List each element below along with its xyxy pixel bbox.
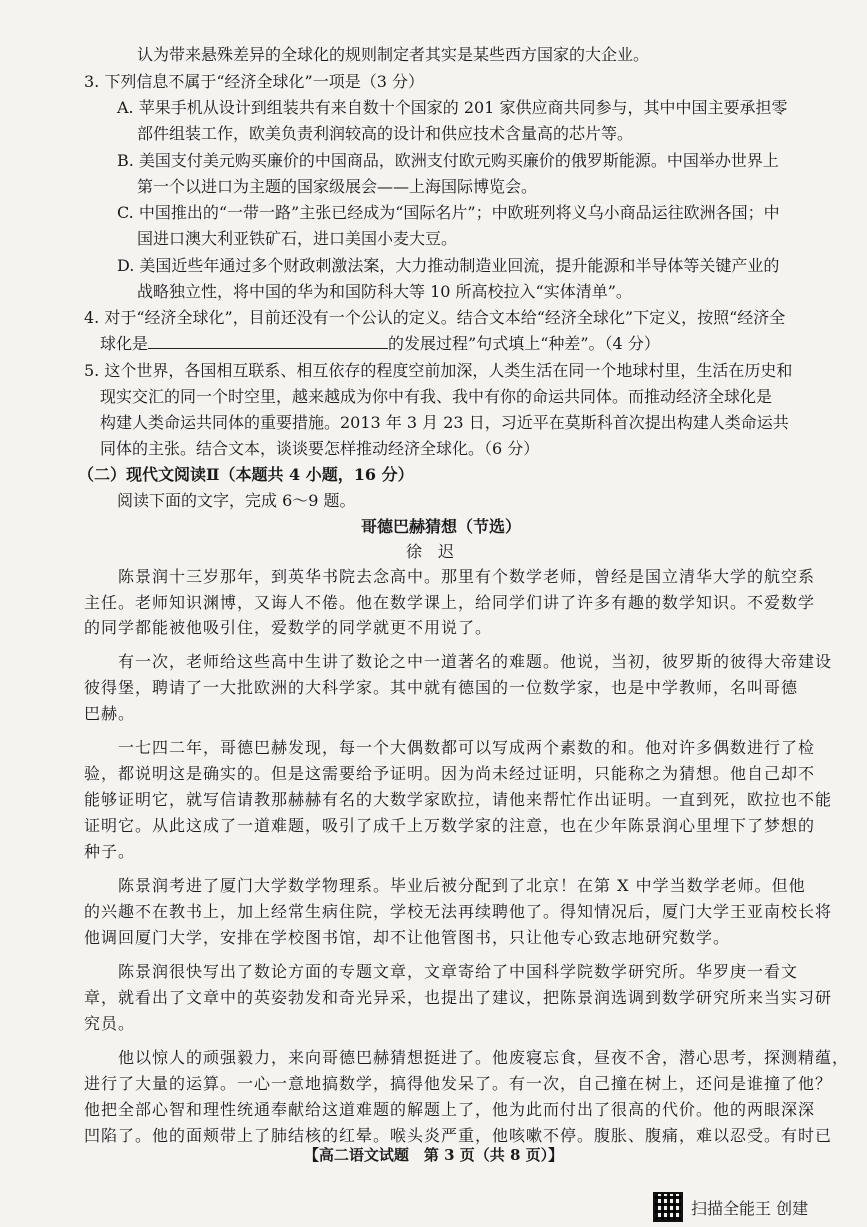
text-line: 的兴趣不在教书上，加上经常生病住院，学校无法再续聘他了。得知情况后，厦门大学王亚南校长将 bbox=[84, 902, 833, 921]
text-line: 有一次，老师给这些高中生讲了数论之中一道著名的难题。他说，当初，彼罗斯的彼得大帝建设 bbox=[118, 652, 833, 671]
text-line: 构建人类命运共同体的重要措施。2013 年 3 月 23 日，习近平在莫斯科首次提出构建人类命运共 bbox=[100, 413, 789, 432]
text-line: 一七四二年，哥德巴赫发现，每一个大偶数都可以写成两个素数的和。他对许多偶数进行了检 bbox=[118, 738, 816, 757]
text-line: 国进口澳大利亚铁矿石，进口美国小麦大豆。 bbox=[137, 229, 458, 248]
text-line: 他把全部心智和理性统通奉献给这道难题的解题上了，他为此而付出了很高的代价。他的两眼深深 bbox=[84, 1100, 816, 1119]
scanner-watermark bbox=[653, 1191, 808, 1223]
question-4: 4. 对于“经济全球化”，目前还没有一个公认的定义。结合文本给“经济全球化”下定义，按照“经济全 bbox=[84, 308, 786, 327]
article-title: 哥德巴赫猜想（节选） bbox=[361, 517, 522, 536]
fill-line bbox=[100, 333, 660, 355]
text-line: 部件组装工作，欧美负责利润较高的设计和供应技术含量高的芯片等。 bbox=[137, 124, 634, 143]
text-line: 彼得堡，聘请了一大批欧洲的大科学家。其中就有德国的一位数学家，也是中学教师，名叫哥德 bbox=[84, 678, 799, 697]
text-line: 战略独立性，将中国的华为和国防科大等 10 所高校拉入“实体清单”。 bbox=[137, 282, 632, 301]
option-b: B. 美国支付美元购买廉价的中国商品，欧洲支付欧元购买廉价的俄罗斯能源。中国举办世界上 bbox=[117, 151, 779, 170]
text-line: 巴赫。 bbox=[84, 704, 136, 723]
text-line: 的发展过程”句式填上“种差”。（4 分） bbox=[388, 334, 660, 353]
option-d: D. 美国近些年通过多个财政刺激法案，大力推动制造业回流，提升能源和半导体等关键产业的 bbox=[117, 256, 780, 275]
article-author: 徐 迟 bbox=[406, 542, 455, 561]
text-line: 凹陷了。他的面颊带上了肺结核的红晕。喉头炎严重，他咳嗽不停。腹胀、腹痛，难以忍受。有时已 bbox=[84, 1126, 833, 1145]
answer-blank[interactable] bbox=[148, 333, 388, 349]
text-line: 究员。 bbox=[84, 1014, 136, 1033]
text-line: 章，就看出了文章中的英姿勃发和奇光异采，也提出了建议，把陈景润选调到数学研究所来当实习研 bbox=[84, 988, 833, 1007]
text-line: 陈景润很快写出了数论方面的专题文章，文章寄给了中国科学院数学研究所。华罗庚一看文 bbox=[118, 962, 799, 981]
text-line: 同体的主张。结合文本，谈谈要怎样推动经济全球化。（6 分） bbox=[100, 439, 540, 458]
text-line: 能够证明它，就写信请教那赫赫有名的大数学家欧拉，请他来帮忙作出证明。一直到死，欧拉也不能 bbox=[84, 790, 833, 809]
text-line: 种子。 bbox=[84, 842, 136, 861]
question-3: 3. 下列信息不属于“经济全球化”一项是（3 分） bbox=[84, 72, 424, 91]
section-heading: （二）现代文阅读Ⅱ（本题共 4 小题，16 分） bbox=[78, 465, 414, 484]
text-line: 认为带来悬殊差异的全球化的规则制定者其实是某些西方国家的大企业。 bbox=[137, 45, 650, 64]
option-c: C. 中国推出的“一带一路”主张已经成为“国际名片”；中欧班列将义乌小商品运往欧洲各国；中 bbox=[117, 203, 780, 222]
text-line: 的同学都能被他吸引住，爱数学的同学就更不用说了。 bbox=[84, 618, 493, 637]
text-line: 验，都说明这是确实的。但是这需要给予证明。因为尚未经过证明，只能称之为猜想。他自己却不 bbox=[84, 764, 816, 783]
watermark-text: 扫描全能王 创建 bbox=[691, 1198, 809, 1218]
text-line: 球化是 bbox=[100, 334, 149, 353]
text-line: 进行了大量的运算。一心一意地搞数学，搞得他发呆了。有一次，自己撞在树上，还问是谁撞了他？ bbox=[84, 1074, 833, 1093]
text-line: 第一个以进口为主题的国家级展会——上海国际博览会。 bbox=[137, 177, 538, 196]
text-line: 陈景润考进了厦门大学数学物理系。毕业后被分配到了北京！在第 X 中学当数学老师。但他 bbox=[118, 876, 806, 895]
instruction: 阅读下面的文字，完成 6～9 题。 bbox=[117, 491, 356, 510]
question-5: 5. 这个世界，各国相互联系、相互依存的程度空前加深，人类生活在同一个地球村里，生活在历史和 bbox=[84, 361, 793, 380]
qr-code-icon bbox=[653, 1192, 683, 1222]
text-line: 现实交汇的同一个时空里，越来越成为你中有我、我中有你的命运共同体。而推动经济全球化是 bbox=[100, 387, 773, 406]
text-line: 他调回厦门大学，安排在学校图书馆，却不让他管图书，只让他专心致志地研究数学。 bbox=[84, 928, 731, 947]
text-line: 主任。老师知识渊博，又诲人不倦。他在数学课上，给同学们讲了许多有趣的数学知识。不爱数学 bbox=[84, 593, 816, 612]
page-footer: 【高二语文试题 第 3 页（共 8 页）】 bbox=[303, 1146, 564, 1164]
text-line: 陈景润十三岁那年，到英华书院去念高中。那里有个数学老师，曾经是国立清华大学的航空系 bbox=[118, 567, 816, 586]
option-a: A. 苹果手机从设计到组装共有来自数十个国家的 201 家供应商共同参与，其中中国主要承担零 bbox=[117, 98, 788, 117]
text-line: 他以惊人的顽强毅力，来向哥德巴赫猜想挺进了。他废寝忘食，昼夜不舍，潜心思考，探测精蕴， bbox=[118, 1048, 850, 1067]
text-line: 证明它。从此这成了一道难题，吸引了成千上万数学家的注意，也在少年陈景润心里埋下了梦想的 bbox=[84, 816, 816, 835]
